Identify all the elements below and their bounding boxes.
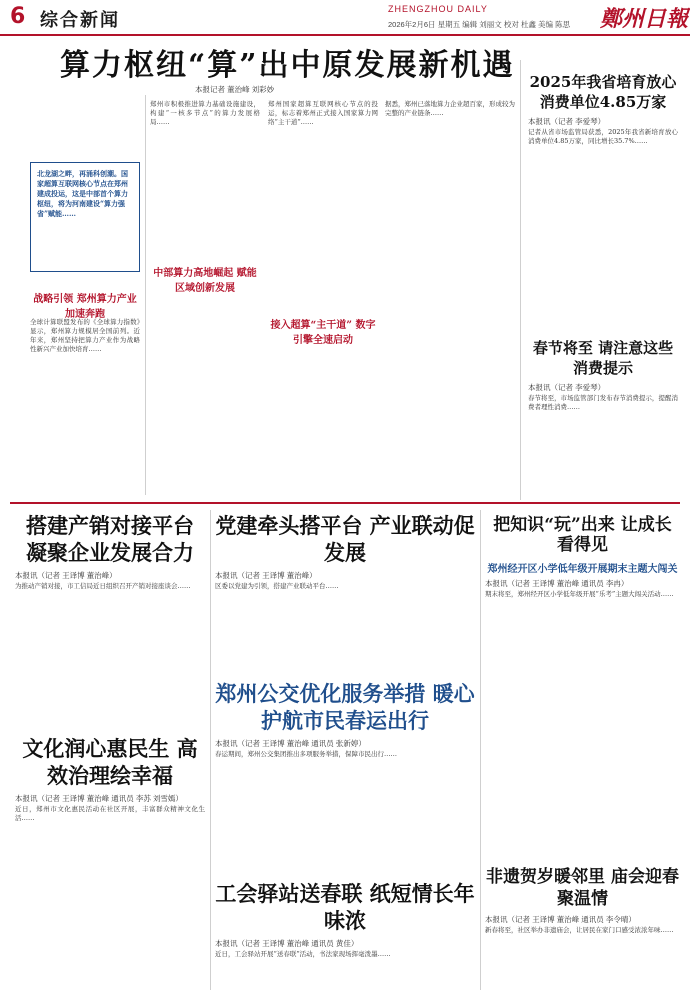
center-bottom-headline: 工会驿站送春联 纸短情长年味浓 xyxy=(215,881,475,933)
lead-summary-box: 北龙湖之畔，再涌科创潮。国家超算互联网核心节点在郑州建成投运，这是中部首个算力枢纽，将为河南建设“算力强省”赋能…… xyxy=(30,162,140,272)
right-bottom2-headline: 非遗贺岁暖邻里 庙会迎春聚温情 xyxy=(486,867,679,909)
center-bottom-byline: 本报讯（记者 王译博 董治峰 通讯员 黄佳） xyxy=(215,939,359,948)
right-top-byline: 本报讯（记者 李爱琴） xyxy=(528,117,606,126)
bottom-left-byline: 本报讯（记者 王译博 董治峰） xyxy=(15,571,117,580)
right-top-body: 记者从省市场监管局获悉，2025年我省新培育放心消费单位4.85万家，同比增长35.7%…… xyxy=(528,128,678,145)
lead-byline: 本报记者 董治峰 刘彩妙 xyxy=(195,85,275,94)
center-mid-headline: 郑州公交优化服务举措 暖心护航市民春运出行 xyxy=(215,681,475,733)
bottom-left2-body: 近日，郑州市文化惠民活动在社区开展，丰富群众精神文化生活…… xyxy=(15,805,205,822)
paper-name-en: ZHENGZHOU DAILY xyxy=(388,4,488,14)
bottom-left2-byline: 本报讯（记者 王译博 董治峰 通讯员 李苏 刘雪嫣） xyxy=(15,794,183,803)
section-name: 综合新闻 xyxy=(40,10,120,31)
column-divider xyxy=(145,95,146,495)
column-divider xyxy=(480,510,481,990)
right-bottom-byline: 本报讯（记者 王译博 董治峰 通讯员 李冉） xyxy=(485,579,629,588)
bottom-left-body: 为推动产销对接，市工信局近日组织召开产销对接座谈会…… xyxy=(15,582,191,590)
right-bottom-body: 期末将至，郑州经开区小学低年级开展“乐考”主题大闯关活动…… xyxy=(485,590,674,598)
lead-col2-subhead: 中部算力高地崛起 赋能区域创新发展 xyxy=(153,268,257,294)
right-bottom2-byline: 本报讯（记者 王译博 董治峰 通讯员 李令晴） xyxy=(485,915,636,924)
right-bottom-headline: 把知识“玩”出来 让成长看得见 xyxy=(493,515,672,555)
right-top-headline: 2025年我省培育放心消费单位4.85万家 xyxy=(529,73,677,111)
lead-col1-body: 全球计算联盟发布的《全球算力指数》显示，郑州算力规模居全国前列。近年来，郑州坚持把算力产业作为战略性新兴产业加快培育…… xyxy=(30,318,140,353)
page-number: 6 xyxy=(10,4,26,29)
bottom-left-headline: 搭建产销对接平台 凝聚企业发展合力 xyxy=(26,513,194,565)
paper-logo: 鄭州日報 xyxy=(600,6,689,32)
right-mid-byline: 本报讯（记者 李爱琴） xyxy=(528,383,606,392)
column-divider xyxy=(520,60,521,500)
right-mid-headline: 春节将至 请注意这些消费提示 xyxy=(532,339,674,377)
right-bottom-kicker: 郑州经开区小学低年级开展期末主题大闯关 xyxy=(487,564,678,575)
right-mid-body: 春节将至，市场监管部门发布春节消费提示，提醒消费者理性消费…… xyxy=(528,394,678,411)
lead-col3-subhead: 接入超算“主干道” 数字引擎全速启动 xyxy=(270,320,376,346)
center-bottom-body: 近日，工会驿站开展“送春联”活动，书法家现场挥毫泼墨…… xyxy=(215,950,391,958)
lead-col3-body: 郑州国家超算互联网核心节点的投运，标志着郑州正式接入国家算力网络“主干道”…… xyxy=(268,100,378,126)
section-divider xyxy=(10,502,680,504)
lead-col1-subhead: 战略引领 郑州算力产业加速奔跑 xyxy=(33,294,137,320)
dateline: 2026年2月6日 星期五 编辑 刘丽文 校对 杜鑫 美编 陈思 xyxy=(388,20,571,29)
center-mid-byline: 本报讯（记者 王译博 董治峰 通讯员 张新婷） xyxy=(215,739,366,748)
center-top-headline: 党建牵头搭平台 产业联动促发展 xyxy=(215,513,475,565)
right-bottom2-body: 新春将至，社区举办非遗庙会，让居民在家门口感受浓浓年味…… xyxy=(485,926,674,934)
center-top-byline: 本报讯（记者 王译博 董治峰） xyxy=(215,571,317,580)
lead-col4-body: 据悉，郑州已落地算力企业超百家，形成较为完整的产业链条…… xyxy=(385,100,515,117)
lead-headline: 算力枢纽“算”出中原发展新机遇 xyxy=(60,48,515,83)
lead-col2-body-top: 郑州市积极推进算力基础设施建设，构建“一核多节点”的算力发展格局…… xyxy=(150,100,260,126)
bottom-left2-headline: 文化润心惠民生 高效治理绘幸福 xyxy=(22,736,198,788)
center-top-body: 区委以党建为引领，搭建产业联动平台…… xyxy=(215,582,339,590)
column-divider xyxy=(210,510,211,990)
center-mid-body: 春运期间，郑州公交集团推出多项服务举措，保障市民出行…… xyxy=(215,750,397,758)
